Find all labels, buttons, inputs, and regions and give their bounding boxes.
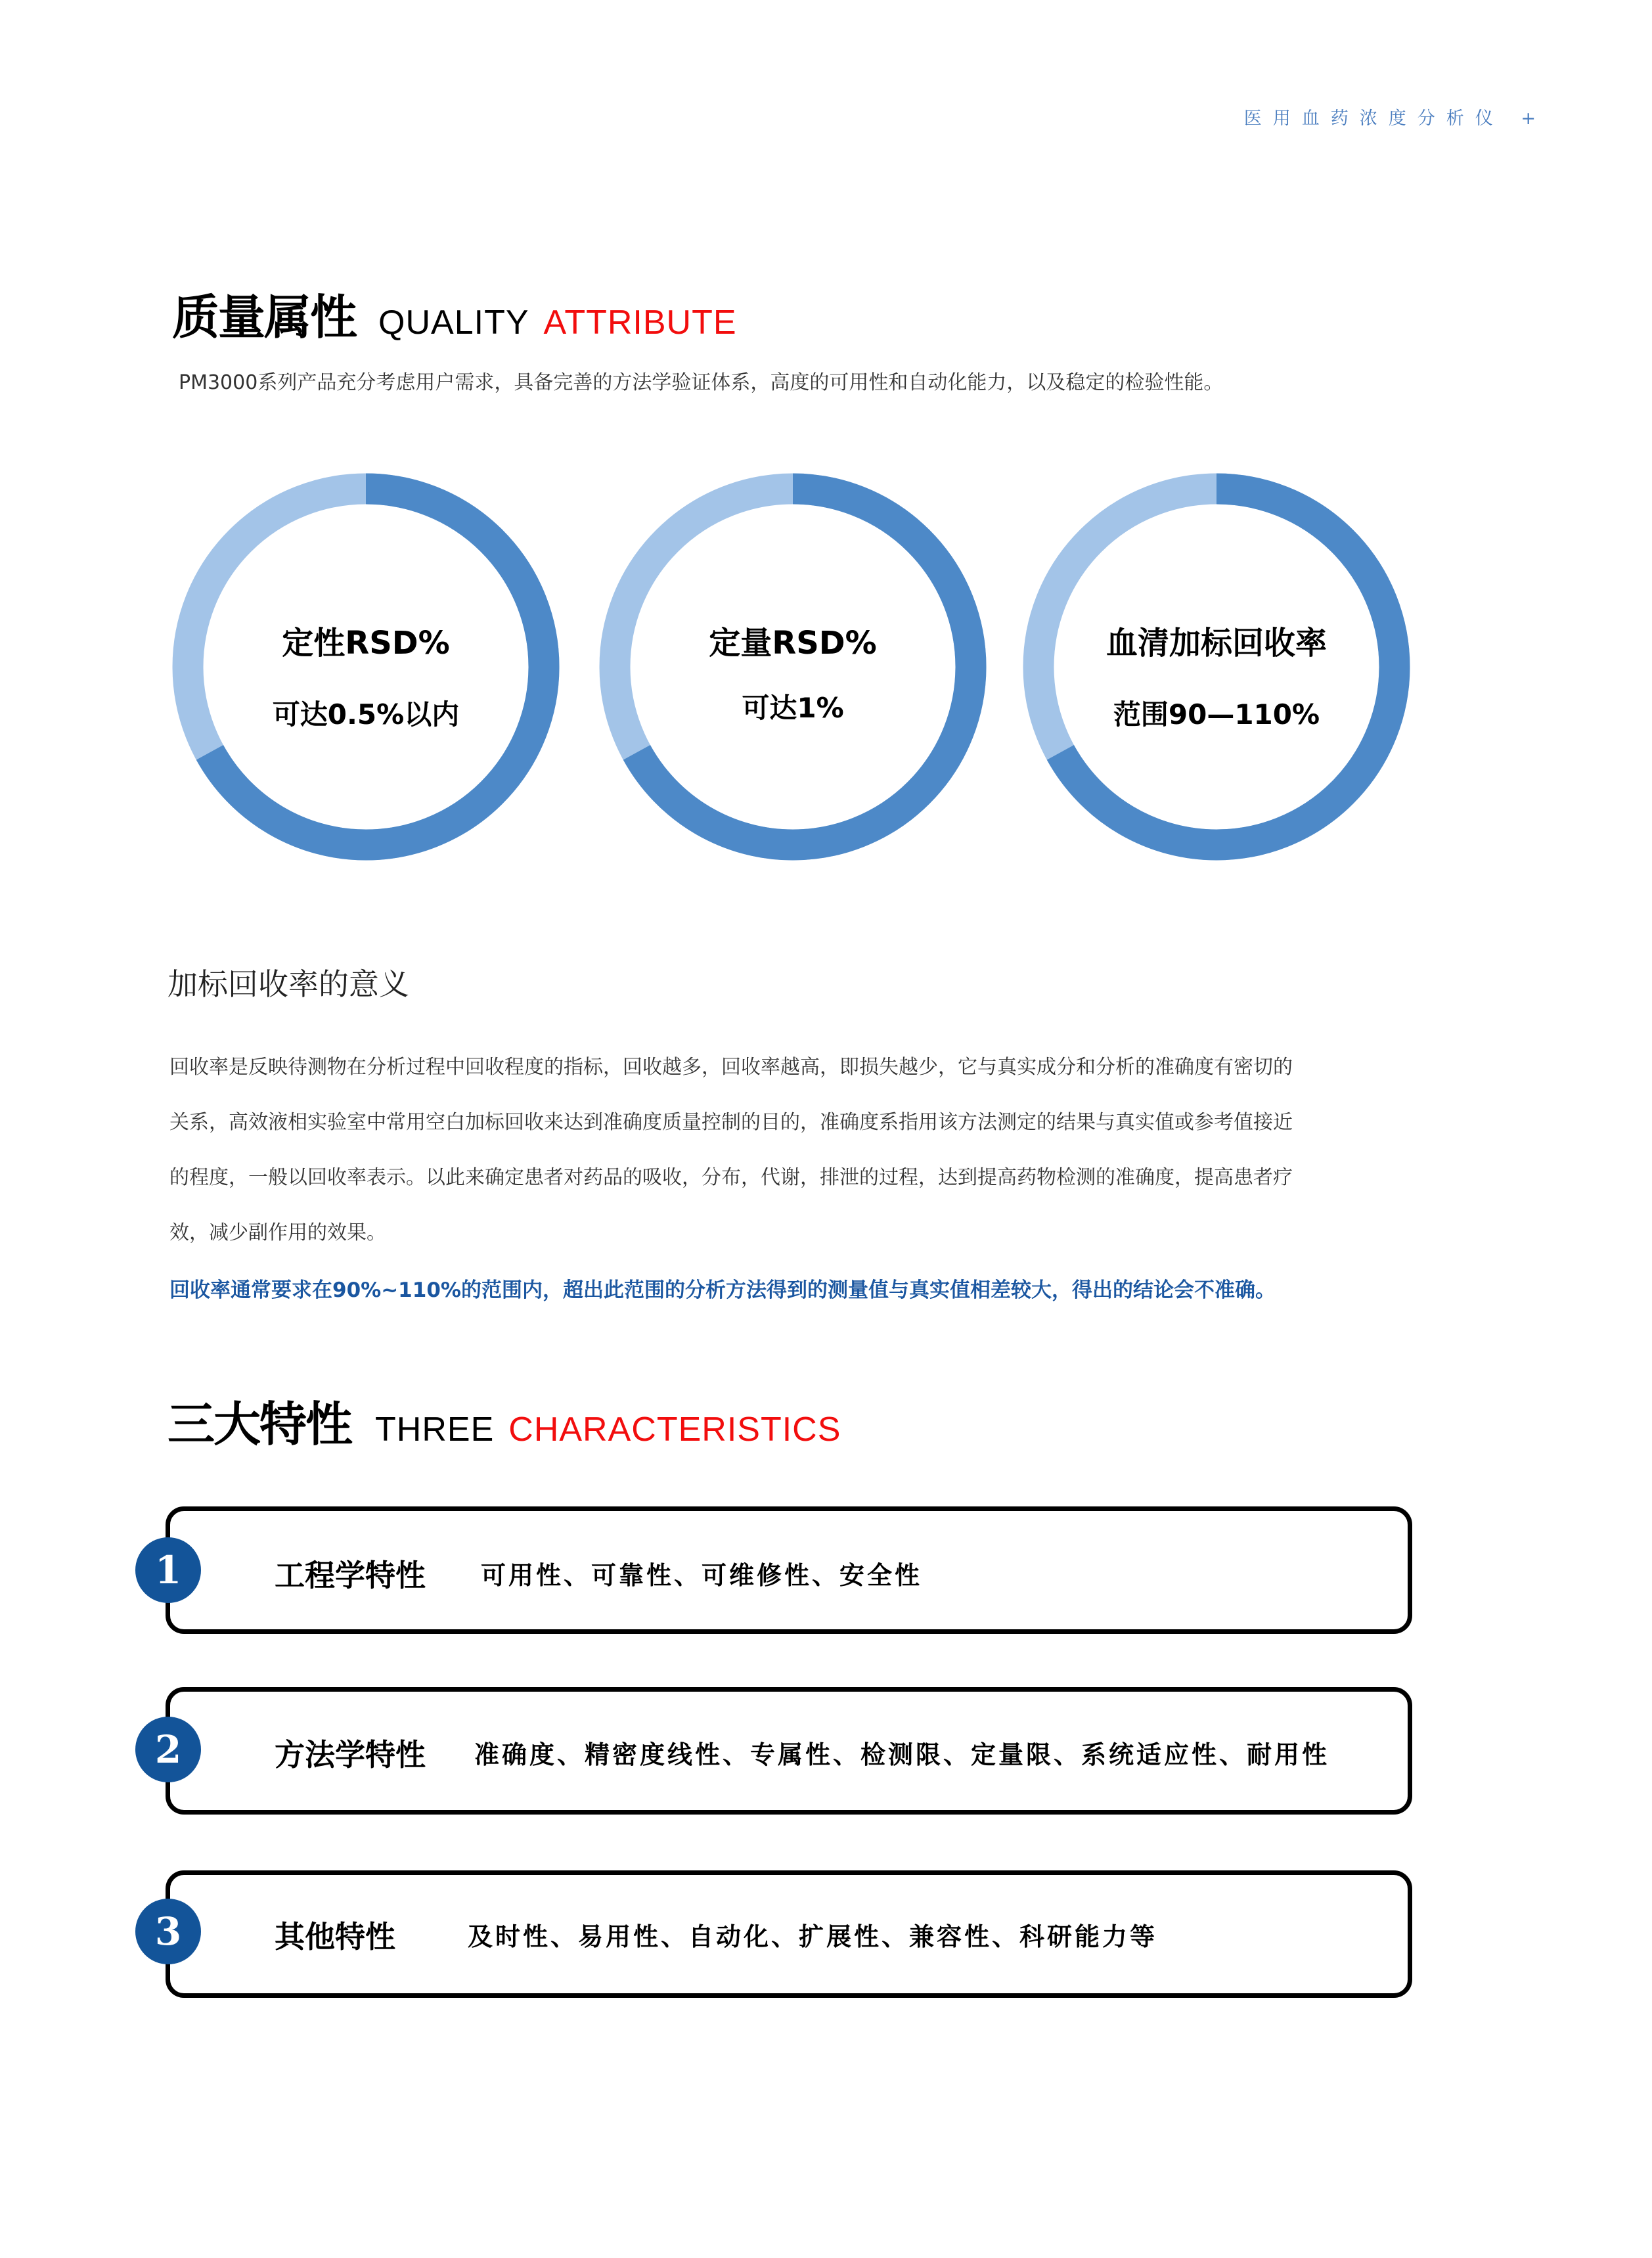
recovery-heading: 加标回收率的意义: [167, 966, 409, 1002]
donut-ring-icon: [169, 470, 563, 864]
paragraph-line: 效，减少副作用的效果。: [169, 1221, 386, 1244]
characteristics-title-en-2: CHARACTERISTICS: [508, 1411, 841, 1449]
quality-title-en-2: ATTRIBUTE: [543, 304, 737, 342]
number-badge-3: 3: [135, 1899, 201, 1964]
quality-title-en-1: QUALITY: [378, 304, 529, 342]
characteristic-desc: 可用性、可靠性、可维修性、安全性: [481, 1561, 923, 1590]
metric-title: 定性RSD%: [282, 625, 450, 662]
recovery-paragraph: [169, 1040, 1457, 1261]
quality-section-title: [172, 279, 737, 348]
number-badge-2: 2: [135, 1717, 201, 1782]
metric-title: 定量RSD%: [709, 625, 877, 662]
characteristic-desc: 准确度、精密度线性、专属性、检测限、定量限、系统适应性、耐用性: [474, 1740, 1330, 1769]
paragraph-line: 关系，高效液相实验室中常用空白加标回收来达到准确度质量控制的目的，准确度系指用该方法测定的结果与真实值或参考值接近: [169, 1111, 1293, 1134]
paragraph-line: 的程度，一般以回收率表示。以此来确定患者对药品的吸收，分布，代谢，排泄的过程，达到提高药物检测的准确度，提高患者疗: [169, 1166, 1293, 1189]
metric-value: 范围90—110%: [1113, 698, 1320, 731]
quality-title-zh: 质量属性: [172, 290, 357, 345]
characteristic-desc: 及时性、易用性、自动化、扩展性、兼容性、科研能力等: [468, 1922, 1158, 1951]
characteristic-title: 方法学特性: [275, 1737, 426, 1773]
metric-donut-qualitative-rsd: [169, 470, 563, 864]
quality-lead-text: PM3000系列产品充分考虑用户需求，具备完善的方法学验证体系，高度的可用性和自动化能力，以及稳定的检验性能。: [179, 371, 1224, 394]
recovery-emphasis-note: 回收率通常要求在90%~110%的范围内，超出此范围的分析方法得到的测量值与真实值相差较大，得出的结论会不准确。: [169, 1278, 1276, 1302]
donut-ring-icon: [1019, 470, 1414, 864]
characteristic-title: 工程学特性: [275, 1558, 426, 1593]
metric-donut-serum-recovery: [1019, 470, 1414, 864]
metric-value: 可达0.5%以内: [272, 698, 460, 731]
metric-value: 可达1%: [742, 692, 844, 724]
document-header-brand: 医用血药浓度分析仪 +: [1243, 108, 1547, 129]
characteristics-title-zh: 三大特性: [167, 1397, 352, 1452]
characteristics-title-en-1: THREE: [375, 1411, 495, 1449]
metric-title: 血清加标回收率: [1105, 625, 1327, 662]
number-badge-1: 1: [135, 1537, 201, 1603]
donut-ring-icon: [596, 470, 990, 864]
characteristic-title: 其他特性: [275, 1919, 395, 1954]
metric-donut-quantitative-rsd: [596, 470, 990, 864]
paragraph-line: 回收率是反映待测物在分析过程中回收程度的指标，回收越多，回收率越高，即损失越少，它与真实成分和分析的准确度有密切的: [169, 1056, 1293, 1079]
characteristics-section-title: [167, 1386, 841, 1455]
